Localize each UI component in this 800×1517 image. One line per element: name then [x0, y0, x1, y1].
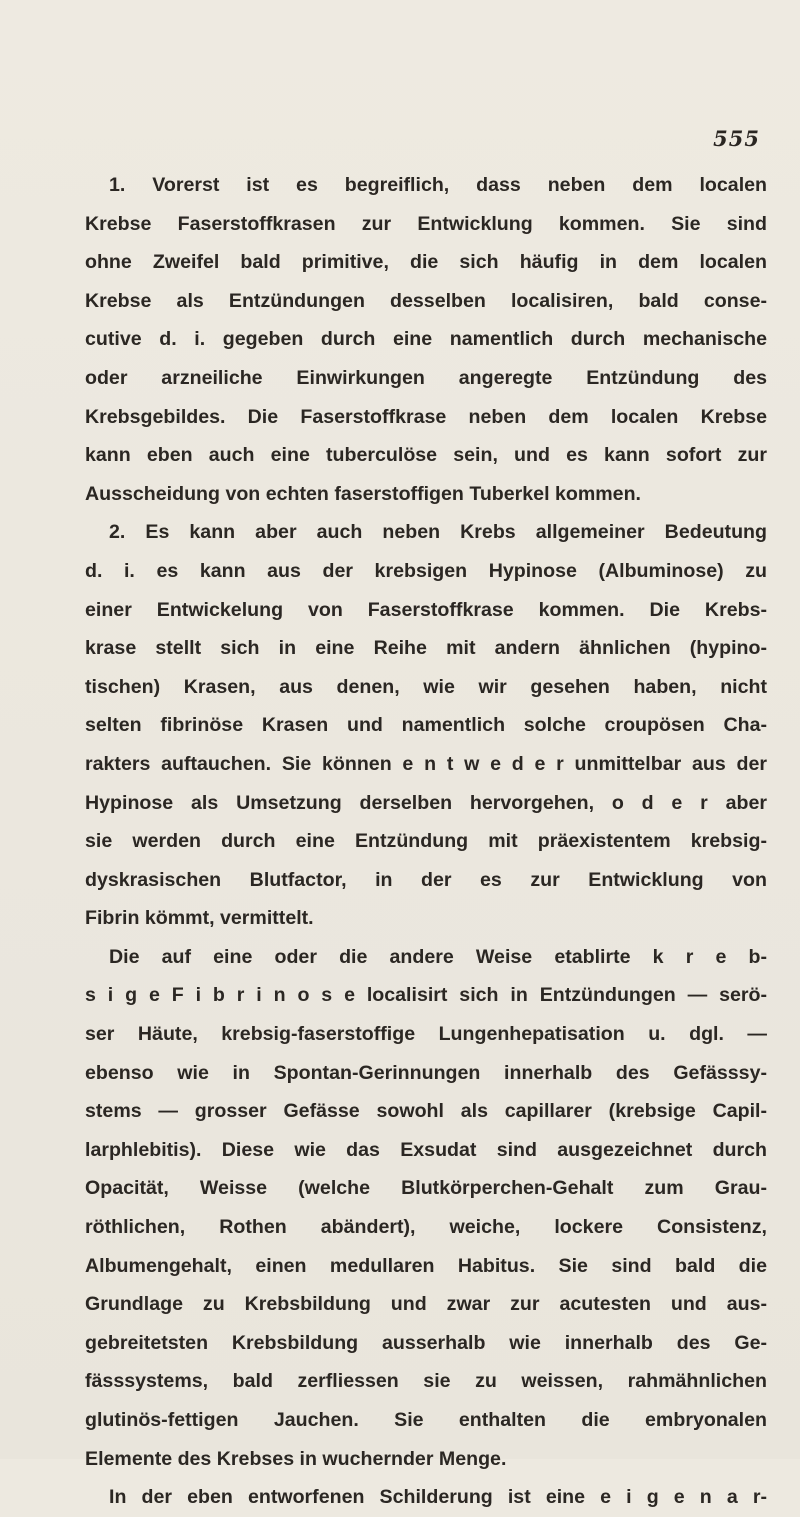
text-line: Die auf eine oder die andere Weise etablirte k r e b-	[109, 945, 767, 968]
text-line: tischen) Krasen, aus denen, wie wir gesehen haben, nicht	[85, 675, 767, 698]
text-line: d. i. es kann aus der krebsigen Hypinose (Albuminose) zu	[85, 559, 767, 582]
text-line: glutinös-fettigen Jauchen. Sie enthalten die embryonalen	[85, 1409, 767, 1431]
text-line: Albumengehalt, einen medullaren Habitus. Sie sind bald die	[85, 1254, 767, 1277]
text-line: Krebse als Entzündungen desselben localisiren, bald conse-	[85, 289, 767, 312]
text-line: Hypinose als Umsetzung derselben hervorgehen, o d e r aber	[85, 791, 767, 814]
text-line: Elemente des Krebses in wuchernder Menge.	[85, 1447, 507, 1470]
text-line: Ausscheidung von echten faserstoffigen Tuberkel kommen.	[85, 482, 641, 505]
text-line: Grundlage zu Krebsbildung und zwar zur acutesten und aus-	[85, 1293, 767, 1316]
text-line: oder arzneiliche Einwirkungen angeregte Entzündung des	[85, 366, 767, 389]
text-line: Opacität, Weisse (welche Blutkörperchen-Gehalt zum Grau-	[85, 1177, 767, 1200]
text-line: krase stellt sich in eine Reihe mit andern ähnlichen (hypino-	[85, 637, 767, 660]
text-line: In der eben entworfenen Schilderung ist eine e i g e n a r-	[109, 1486, 767, 1509]
text-line: Krebse Faserstoffkrasen zur Entwicklung kommen. Sie sind	[85, 212, 767, 235]
text-line: ohne Zweifel bald primitive, die sich häufig in dem localen	[85, 251, 767, 274]
text-line: rakters auftauchen. Sie können e n t w e d e r unmittelbar aus der	[85, 752, 767, 775]
page-number: 555	[713, 126, 760, 151]
text-line: Krebsgebildes. Die Faserstoffkrase neben dem localen Krebse	[85, 405, 767, 428]
text-line: s i g e F i b r i n o s e localisirt sich in Entzündungen — serö-	[85, 984, 767, 1007]
text-line: Fibrin kömmt, vermittelt.	[85, 907, 314, 930]
page-body-text	[85, 166, 767, 1517]
text-line: sie werden durch eine Entzündung mit präexistentem krebsig-	[85, 830, 767, 853]
text-line: gebreitetsten Krebsbildung ausserhalb wie innerhalb des Ge-	[85, 1331, 767, 1354]
text-line: stems — grosser Gefässe sowohl als capillarer (krebsige Capil-	[85, 1100, 767, 1123]
text-line: larphlebitis). Diese wie das Exsudat sind ausgezeichnet durch	[85, 1138, 767, 1161]
text-line: ser Häute, krebsig-faserstoffige Lungenhepatisation u. dgl. —	[85, 1023, 767, 1046]
text-line: röthlichen, Rothen abändert), weiche, lockere Consistenz,	[85, 1216, 767, 1239]
text-line: cutive d. i. gegeben durch eine namentlich durch mechanische	[85, 328, 767, 351]
text-line: fässsystems, bald zerfliessen sie zu weissen, rahmähnlichen	[85, 1370, 767, 1393]
text-line: kann eben auch eine tuberculöse sein, und es kann sofort zur	[85, 444, 767, 467]
text-line: selten fibrinöse Krasen und namentlich solche croupösen Cha-	[85, 714, 767, 737]
text-line: 1. Vorerst ist es begreiflich, dass neben dem localen	[109, 174, 767, 196]
text-line: ebenso wie in Spontan-Gerinnungen innerhalb des Gefässsy-	[85, 1061, 767, 1084]
text-line: dyskrasischen Blutfactor, in der es zur Entwicklung von	[85, 868, 767, 891]
text-line: einer Entwickelung von Faserstoffkrase kommen. Die Krebs-	[85, 598, 767, 621]
text-line: 2. Es kann aber auch neben Krebs allgemeiner Bedeutung	[109, 521, 767, 544]
